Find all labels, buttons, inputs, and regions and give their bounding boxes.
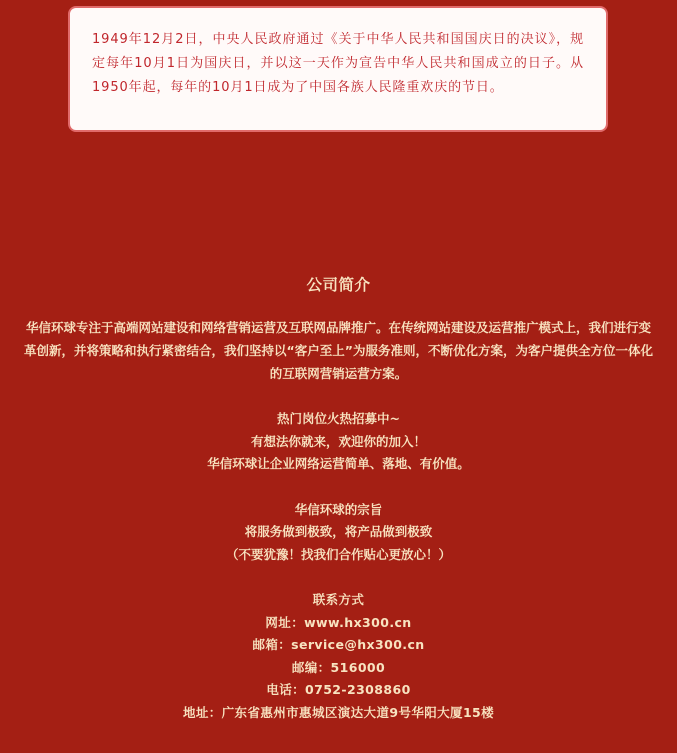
company-profile-section [20, 272, 657, 747]
tenet-line: （不要犹豫！找我们合作贴心更放心！） [225, 546, 451, 562]
tenet-heading: 华信环球的宗旨 [294, 501, 383, 517]
contact-postcode: 邮编：516000 [291, 659, 386, 675]
tenet-block [20, 499, 657, 567]
contact-address: 地址：广东省惠州市惠城区演达大道9号华阳大厦15楼 [182, 704, 495, 720]
recruitment-block [20, 408, 657, 476]
contact-phone: 电话：0752-2308860 [266, 682, 411, 697]
tenet-line: 将服务做到极致，将产品做到极致 [244, 524, 433, 539]
recruitment-line: 有想法你就来，欢迎你的加入！ [250, 433, 426, 449]
company-intro-paragraph: 华信环球专注于高端网站建设和网络营销运营及互联网品牌推广。在传统网站建设及运营推广模式上，我们进行变革创新，并将策略和执行紧密结合，我们坚持以“客户至上”为服务准则，不断优化方案，为客户提供全方位一体化的互联网营销运营方案。 [24, 320, 653, 381]
contact-heading: 联系方式 [312, 592, 365, 607]
contact-email: 邮箱：service@hx300.cn [252, 637, 425, 652]
recruitment-line: 热门岗位火热招募中~ [277, 411, 400, 426]
national-day-note-card [68, 6, 608, 132]
contact-website: 网址：www.hx300.cn [265, 614, 412, 630]
company-profile-title: 公司简介 [306, 276, 371, 294]
contact-block [20, 589, 657, 724]
national-day-note-text: 1949年12月2日，中央人民政府通过《关于中华人民共和国国庆日的决议》，规定每年10月1日为国庆日，并以这一天作为宣告中华人民共和国成立的日子。从1950年起，每年的10月1日成为了中国各族人民隆重欢庆的节日。 [92, 32, 584, 95]
recruitment-line: 华信环球让企业网络运营简单、落地、有价值。 [207, 456, 470, 471]
